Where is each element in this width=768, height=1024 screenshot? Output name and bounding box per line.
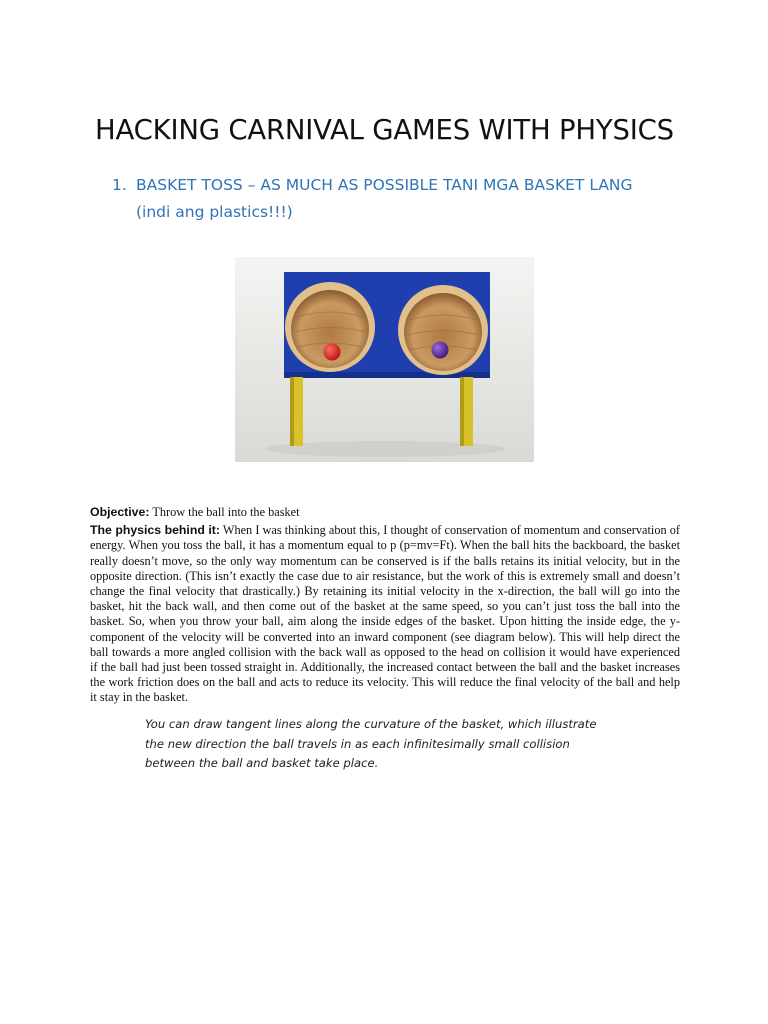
left-leg-shade [290,377,294,446]
backboard-edge [284,372,490,378]
section-heading-text: BASKET TOSS – AS MUCH AS POSSIBLE TANI MGA BASKET LANG [136,176,633,194]
right-basket [398,285,488,375]
objective-label: Objective: [90,505,150,519]
left-basket [285,282,375,372]
diagram-caption: You can draw tangent lines along the curvature of the basket, which illustrate the new direction the ball travels in as each infinitesimally small collision between the ball and basket take place. [145,717,597,770]
section-number: 1. [112,176,127,194]
section-heading-line-2: (indi ang plastics!!!) [136,203,293,221]
basket-toss-photo [235,257,534,462]
physics-text: When I was thinking about this, I thought of conservation of momentum and conservation of energy. When you toss the ball, it has a momentum equal to p (p=mv=Ft). When the ball hits the backboard, the basket really doesn’t move, so the only way momentum can be conserved is if the balls retains its initial velocity, but in the opposite direction. (This isn’t exactly the case due to air resistance, but the work of this is extremely small and doesn’t change the final velocity that drastically.) By retaining its initial velocity in the x-direction, the ball will go into the basket, hit the back wall, and then come out of the basket at the same speed, so you can’t just toss the ball into the basket. So, when you throw your ball, aim along the inside edges of the basket. Upon hitting the inside edge, the y-component of the velocity will be converted into an inward component (see diagram below). This will help direct the ball towards a more angled collision with the back wall as opposed to the head on collision it would have experienced if the ball had just been tossed straight in. Additionally, the increased contact between the ball and the basket increases the work friction does on the ball and acts to reduce its velocity. This will reduce the final velocity of the ball and help it stay in the basket. [90,523,680,705]
section-heading-line-1 [112,172,712,199]
section-heading [112,172,712,226]
objective-paragraph [90,505,680,520]
purple-ball [432,342,449,359]
physics-label: The physics behind it: [90,523,220,538]
red-ball [324,344,341,361]
right-leg-shade [460,377,464,446]
page-title: HACKING CARNIVAL GAMES WITH PHYSICS [95,114,674,147]
body-text [90,505,680,706]
physics-paragraph [90,523,680,705]
objective-text: Throw the ball into the basket [152,505,300,519]
